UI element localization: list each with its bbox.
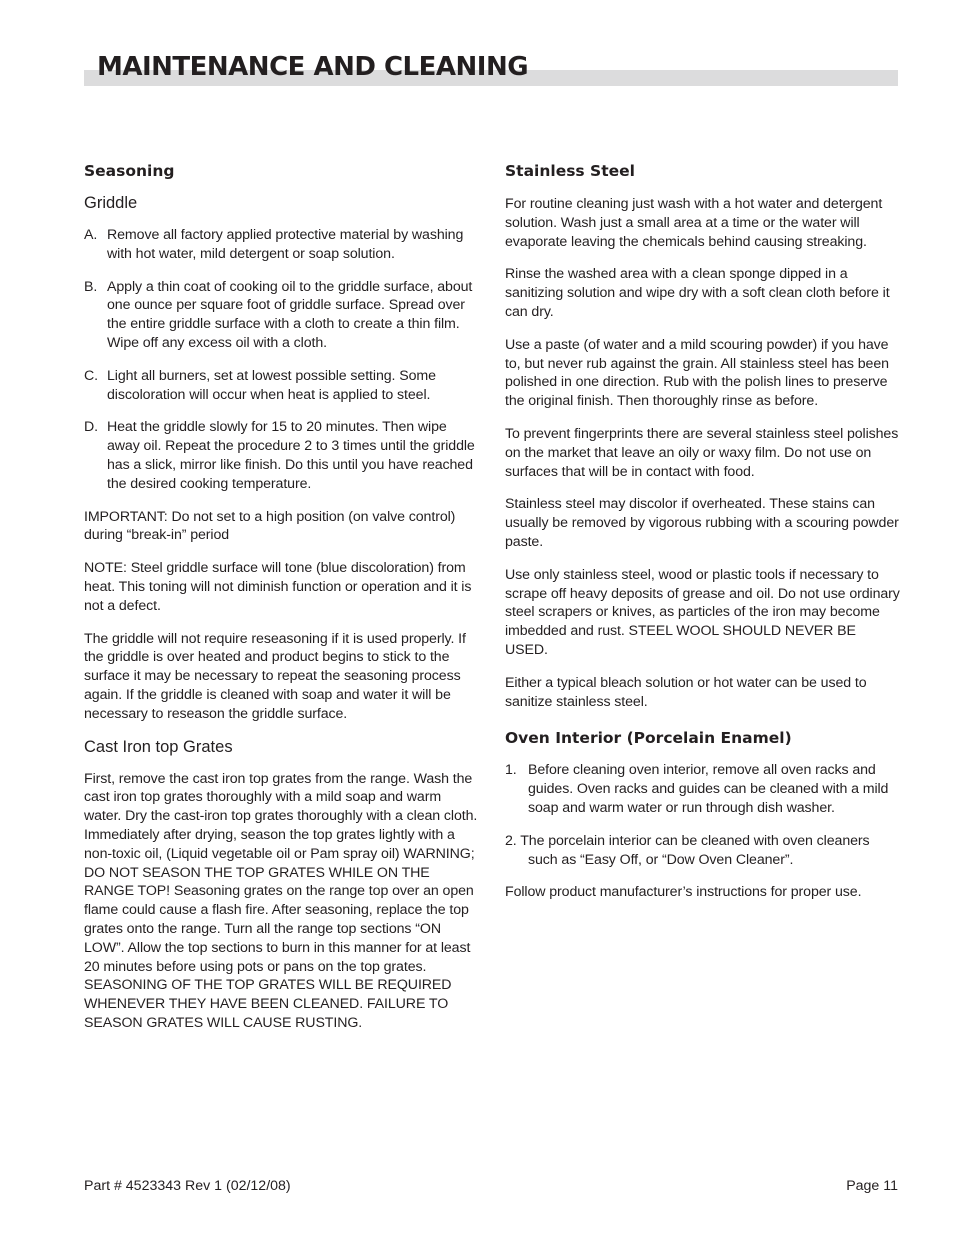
griddle-step [84,226,479,264]
oven-heading: Oven Interior (Porcelain Enamel) [505,729,792,748]
griddle-heading: Griddle [84,194,138,212]
oven-step-2: 2. The porcelain interior can be cleaned with oven cleaners such as “Easy Off, or “Dow Oven Cleaner”. [505,832,870,868]
toning-note: NOTE: Steel griddle surface will tone (blue discoloration) from heat. This toning will not diminish function or operation and it is not a defect. [84,560,472,614]
stainless-paragraph: Use only stainless steel, wood or plastic tools if necessary to scrape off heavy deposits of grease and oil. Do not use ordinary steel scrapers or knives, as particles of the iron may become imbedded and rust. STEEL WOOL SHOULD NEVER BE USED. [505,566,900,658]
stainless-paragraph: Either a typical bleach solution or hot water can be used to sanitize stainless steel. [505,674,867,710]
step-marker: D. [84,419,98,436]
stainless-paragraph: Stainless steel may discolor if overheated. These stains can usually be removed by vigorous rubbing with a scouring powder paste. [505,496,899,550]
important-note: IMPORTANT: Do not set to a high position (on valve control) during “break-in” period [84,508,456,544]
stainless-paragraph: Rinse the washed area with a clean sponge dipped in a sanitizing solution and wipe dry with a soft clean cloth before it can dry. [505,266,890,320]
seasoning-heading: Seasoning [84,162,175,180]
oven-step [505,761,900,817]
stainless-paragraph: Use a paste (of water and a mild scouring powder) if you have to, but never rub against the grain. All stainless steel has been polished in one direction. Rub with the polish lines to preserve the original finish. Then thoroughly rinse as before. [505,336,889,410]
reseason-paragraph: The griddle will not require reseasoning if it is used properly. If the griddle is over heated and product begins to stick to the surface it may be necessary to repeat the seasoning process again. If the griddle is cleaned with soap and water it will be necessary to reseason the griddle surface. [84,630,466,722]
left-column [84,160,479,1033]
step-text: Heat the griddle slowly for 15 to 20 minutes. Then wipe away oil. Repeat the procedure 2 to 3 times until the griddle has a slick, mirror like finish. Do this until you have reached the desired cooking temperature. [107,419,475,492]
cast-iron-heading: Cast Iron top Grates [84,737,233,756]
stainless-heading: Stainless Steel [505,162,635,180]
step-text: Before cleaning oven interior, remove all oven racks and guides. Oven racks and guides can be cleaned with a mild soap and warm water or run through dish washer. [528,762,889,816]
step-text: Remove all factory applied protective material by washing with hot water, mild detergent or soap solution. [107,227,464,262]
part-number: Part # 4523343 Rev 1 (02/12/08) [84,1178,291,1194]
griddle-step [84,367,479,405]
step-text: Apply a thin coat of cooking oil to the griddle surface, about one ounce per square foot of griddle surface. Spread over the entire griddle surface with a cloth to create a thin film. Wipe off any excess oil with a cloth. [107,278,473,351]
step-marker: C. [84,367,98,384]
stainless-paragraph: For routine cleaning just wash with a hot water and detergent solution. Wash just a small area at a time or the water will evaporate leaving the chemicals behind causing streaking. [505,196,883,250]
griddle-step [84,278,479,353]
manufacturer-note: Follow product manufacturer’s instructions for proper use. [505,884,862,901]
step-text: Light all burners, set at lowest possible setting. Some discoloration will occur when heat is applied to steel. [107,367,436,403]
griddle-step [84,418,479,493]
page-title: MAINTENANCE AND CLEANING [97,52,529,82]
cast-iron-paragraph: First, remove the cast iron top grates from the range. Wash the cast iron top grates thoroughly with a mild soap and warm water. Dry the cast-iron top grates thoroughly with a clean cloth. Immediately after drying, season the top grates lightly with a non-toxic oil, (Liquid vegetable oil or Pam spray oil) WARNING; DO NOT SEASON THE TOP GRATES WHILE ON THE RANGE TOP! Seasoning grates on the range top over an open flame could cause a flash fire. After seasoning, replace the top grates onto the range. Turn all the range top sections “ON LOW”. Allow the top sections to burn in this manner for at least 20 minutes before using pots or pans on the top grates. SEASONING OF THE TOP GRATES WILL BE REQUIRED WHENEVER THEY HAVE BEEN CLEANED. FAILURE TO SEASON GRATES WILL CAUSE RUSTING. [84,770,478,1031]
step-marker: 1. [505,762,517,779]
right-column [505,160,900,902]
stainless-paragraph: To prevent fingerprints there are several stainless steel polishes on the market that leave an oily or waxy film. Do not use on surfaces that will be in contact with food. [505,425,899,480]
step-marker: A. [84,227,98,243]
page-number: Page 11 [846,1178,898,1194]
step-marker: B. [84,278,98,295]
